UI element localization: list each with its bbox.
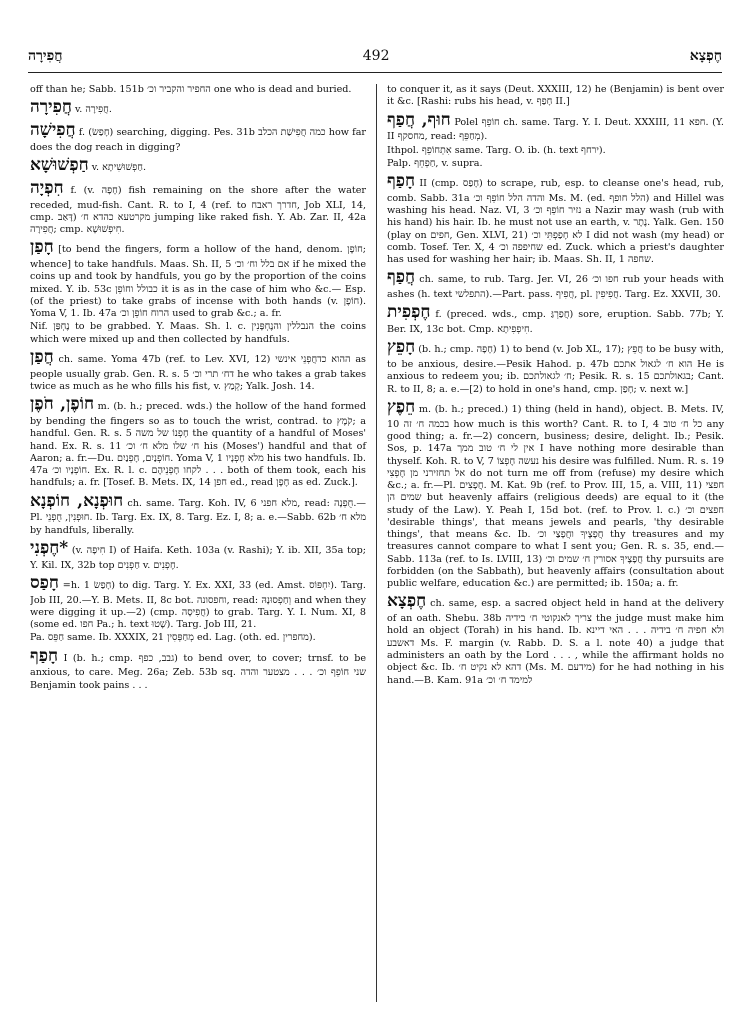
entry-text: m. (b. h.; preced. wds.) the hollow of the hand formed by bending the fingers so as to touch the wrist, contrad. to קֹמֶץ; a handful. Gen. R. s. 5 חָפְנוֹ של משה the quantity of a handful of Moses' hand. Ex. R. s. 11 ח׳ שלו מלא ח׳ וכ׳ his (Moses') handful and that of Aaron; a. fr.—Du. חוֹפְנַיִם, חָפְנַיִם. Yoma V, 1 מלא חָפְנָיו his two handfuls. Ib. 47a חוֹפְנָיו וכ׳. Ex. R. l. c. לקחו חָפְנֵיהֶם . . . both of them took, each his handfuls; a. fr. [Tosef. B. Mets. IX, 14 חפן ed., read חֶפֶן as ed. Zuck.]. [30, 401, 367, 489]
page-header [28, 48, 722, 73]
entry-headword: חָפַן [30, 237, 54, 258]
entry-headword: חִפְיָה [30, 177, 64, 198]
header-right-headword: חֶפְצָא [689, 48, 722, 64]
entry-text: (v. חִיפָה I) of Haifa. Keth. 103a (v. Rashi); Y. ib. XII, 35a top; Y. Kil. IX, 32b top חַפְנִים v. חֶפְנִים. [30, 544, 366, 571]
entry-text: to conquer it, as it says (Deut. XXXIII, 12) he (Benjamin) is bent over it &c. [Rashi: rubs his head, v. חָפַף II.] [387, 84, 724, 108]
header-left-headword: חֲפִירָה [28, 48, 63, 64]
dictionary-entry [30, 84, 366, 96]
dictionary-entry [30, 491, 366, 537]
dictionary-entry [30, 347, 366, 393]
entry-text: Polel חוֹפֵף ch. same. Targ. Y. I. Deut. XXXIII, 11 חפא. (Y. II מחסקף, read: מְחַפֵּף). [387, 116, 724, 143]
dictionary-entry [387, 110, 724, 144]
dictionary-entry [387, 302, 724, 336]
entry-text: Palp. חַפְחֵף, v. supra. [387, 157, 483, 169]
entry-headword: חֲפִירָה [30, 97, 72, 118]
entry-text: ch. same. Targ. Koh. IV, 6 מלא חפני, read: חֻפְנָה.—Pl. חוּפְנִין, חֻפְנֵי. Ib. Targ. Ex. IX, 8. Targ. Ez. I, 8; a. e.—Sabb. 62b מלא ח׳ by handfuls, liberally. [30, 497, 367, 536]
entry-text: I (b. h.; cmp. גבב, כפף) to bend over, to cover; trnsf. to be anxious, to care. Meg. 26a; Zeb. 53b sq. שני חוֹפֵף וכ׳ . . . מצטער והדה Benjamin took pains . . . [30, 652, 367, 691]
dictionary-entry [387, 84, 724, 109]
entry-text: v. חֲפִירָה. [74, 104, 112, 116]
entry-text: Ithpol. אִתְחוֹפֵף same. Targ. O. ib. (h. text ירחף). [387, 144, 606, 156]
dictionary-entry [30, 394, 366, 489]
dictionary-entry [30, 237, 366, 320]
entry-headword: חַפְשׁוּשָׁא [30, 155, 89, 176]
entry-headword: חוּפְנָא, חוֹפְנָא [30, 490, 124, 511]
dictionary-entry [387, 337, 724, 396]
entry-text: ch. same, esp. a sacred object held in hand at the delivery of an oath. Shebu. 38b צריך לאנקוטי ח׳ בידיה the judge must make him hold an object (Torah) in his hand. Ib. ולא חפיה ח׳ בידיה . . . האי דיינא דאשבע Ms. F. margin (v. Rabb. D. S. a l. note 40) a judge that administers an oath by the Lord . . . , while the affirmant holds no object &c. Ib. דהא לא נקיט ח׳ (Ms. M. מידעם) for he had nothing in his hand.—B. Kam. 91a למימד ח׳ וכ׳ [387, 598, 724, 686]
entry-text: =h. חָפַשׂ 1) to dig. Targ. Y. Ex. XXI, 33 (ed. Amst. יִחְפּוֹס). Targ. Job III, 20.—Y. B. Mets. II, 8c bot. וחפסונה, read: וְחַפְסוּנָהּ and when they were digging it up.—2) (cmp. חֲפִיסָה) to grab. Targ. Y. I. Num. XI, 8 (some ed. חפו Pa.; h. text שָׁטוּ). Targ. Job III, 21. [30, 579, 366, 631]
entry-headword: חָפֵץ [387, 337, 416, 358]
entry-text: Pa. חַפֵּס same. Ib. XXXIX, 21 מְחַפְּסִין ed. Lag. (oth. ed. מחפרין). [30, 632, 316, 644]
dictionary-entry [30, 573, 366, 632]
text-columns [30, 84, 724, 1002]
dictionary-entry [30, 178, 366, 237]
dictionary-entry [30, 538, 366, 572]
dictionary-entry [30, 155, 366, 177]
entry-text: ch. same, to rub. Targ. Jer. VI, 26 חפו וכ׳ rub your heads with ashes (h. text התפלשי).—Part. pass. חֲפִיף, pl. חֲפִיפִין. Targ. Ez. XXVII, 30. [387, 274, 724, 301]
right-column [377, 84, 724, 1002]
entry-text: Nif. נֶחְפַּן to be grabbed. Y. Maas. Sh. l. c. הנבללין והנֶחְפָּנִין the coins which were mixed up and then collected by handfuls. [30, 321, 367, 345]
entry-headword: חֶפְצָא [387, 591, 427, 612]
entry-text: v. חַפְשׁוּשִׁיתָא. [91, 162, 147, 174]
dictionary-entry [30, 321, 366, 346]
entry-text: f. (חָפַשׂ) searching, digging. Pes. 31b כמה חֲפִישַׁת הכלב how far does the dog reach in digging? [30, 127, 366, 153]
entry-text: f. (v. חָפָה) fish remaining on the shore after the water receded, mud-fish. Cant. R. to I, 4 (ref. to חדרך ראבח, Job XLI, 14, cmp. דָּאַב) מקרטעא כהדא ח׳ jumping like raked fish. Y. Ab. Zar. II, 42a חֲפִירָה; cmp. חִיפְשׁוּשָׁא. [30, 184, 366, 236]
left-column [30, 84, 377, 1002]
dictionary-entry [30, 632, 366, 644]
entry-headword: חָפַס [30, 572, 59, 593]
entry-text: m. (b. h.; preced.) 1) thing (held in hand), object. B. Mets. IV, 10 בכמה ח׳ זה how much is this worth? Cant. R. to I, 4 כל ח׳ טוב any good thing; a. fr.—2) concern, business; desire, delight. Ib.; Pesik. Sos, p. 147a אין לי ח׳ טוב ממך I have nothing more desirable than thyself. Koh. R. to V, 7 נעשה חֶפְצוֹ his desire was fulfilled. Num. R. s. 19 אל תחזירני מן חֶפְצִי do not turn me off from (refuse) my desire which &c.; a. fr.—Pl. חֲפָצִים. M. Kat. 9b (ref. to Prov. III, 15, a. VIII, 11) חפצי שמים הן but heavenly affairs (religious deeds) are equal to it (the study of the Law). Y. Peah I, 15d bot. (ref. to Prov. l. c.) חפצים וכ׳ 'desirable things', that means jewels and pearls, 'thy desirable things', that means &c. Ib. חֲפָצֶיךָ וחֲפָצַי וכ׳ thy treasures and my treasures cannot compare to what I sent you; Gen. R. s. 35, end.—Sabb. 113a (ref. to Is. LVIII, 13) חֲפָצֶיךָ אסורין ח׳ שמים וכ׳ thy pursuits are forbidden (on the Sabbath), but heavenly affairs (consultation about public welfare, education &c.) are permitted; ib. 150a; a. fr. [387, 404, 724, 590]
entry-headword: חֲפַן [30, 346, 54, 367]
entry-headword: חָפַף [387, 171, 416, 192]
entry-text: (b. h.; cmp. חָפָה) 1) to bend (v. Job XL, 17); חֲפֵץ to be busy with, to be anxious, desire.—Pesik Hahod. p. 47b הוא ח׳ לגאול אתכם He is anxious to redeem you; ib. ח׳ לגאולתכם; Pesik. R. s. 15 בגאולתכם; Cant. R. to II, 8; a. e.—[2) to hold in one's hand, cmp. חָפַן; v. next w.] [387, 344, 724, 395]
dictionary-entry [30, 97, 366, 119]
entry-headword: חֲפִישָׁה [30, 120, 76, 141]
dictionary-entry [387, 591, 724, 686]
dictionary-entry [387, 171, 724, 266]
entry-headword: חֶפְפִית [387, 302, 431, 323]
dictionary-entry [30, 646, 366, 692]
entry-headword: חוֹפֶן, חֹפֶן [30, 394, 95, 415]
entry-headword: חוּף, חֲפַף [387, 109, 451, 130]
dictionary-entry [387, 267, 724, 301]
dictionary-entry [387, 158, 724, 170]
entry-text: II (cmp. חָפַס) to scrape, rub, esp. to cleanse one's head, rub, comb. Sabb. 31a והדה הלל חוֹפֵף וכ׳ Ms. M. (ed. הלל חופף) and Hillel was washing his head. Naz. VI, 3 נזיר חוֹפֵף וכ׳ a Nazir may wash (rub with his hand) his hair. Ib. he must not use an earth, v. נֶתֶר. Yalk. Gen. 150 (play on חפים, Gen. XLVI, 21) לא חָפַפְתִּי וכ׳ I did not wash (my head) or comb. Tosef. Ter. X, 4 שחיפפה וכ׳ ed. Zuck. which a priest's daughter has used for washing her hair; ib. Maas. Sh. II, 1 שחפה. [387, 178, 724, 266]
dictionary-entry [387, 397, 724, 590]
entry-text: f. (preced. wds., cmp. חֲפַרְגַּ) sore, eruption. Sabb. 77b; Y. Ber. IX, 13c bot. Cmp. חִיפְפִיתָא. [387, 309, 724, 336]
entry-text: [to bend the fingers, form a hollow of the hand, denom. חוֹפֶן; whence] to take handfuls. Maas. Sh. II, 5 אם בלל וח׳ וכ׳ if he mixed the coins up and took by handfuls, you go by the proportion of the coins mixed. Y. ib. 53c כבולל וחוֹפֵן it is as in the case of him who &c.— Esp. (of the priest) to take grabs of incense with both hands (v. חוֹפֶן). Yoma V, 1. Ib. 47a הרוח חוֹפֵן וכ׳ used to grab &c.; a. fr. [30, 244, 367, 320]
dictionary-entry [30, 120, 366, 154]
entry-text: off than he; Sabb. 151b החפיר והקביר וכ׳ one who is dead and buried. [30, 84, 352, 95]
entry-headword: חָפַף [30, 645, 59, 666]
entry-headword: חֲפַף [387, 267, 416, 288]
entry-headword: חֵפֶץ [387, 397, 416, 417]
dictionary-entry [387, 145, 724, 157]
entry-headword: *חֶפְנִי [30, 537, 69, 558]
entry-text: ch. same. Yoma 47b (ref. to Lev. XVI, 12) ההוא כדחֲפְנֵי אינשי as people usually grab. Gen. R. s. 5 דח׳ תרי וכ׳ he who takes a grab takes twice as much as he who fills his fist, v. קְמַץ; Yalk. Josh. 14. [30, 353, 366, 392]
page-number: 492 [362, 48, 390, 64]
